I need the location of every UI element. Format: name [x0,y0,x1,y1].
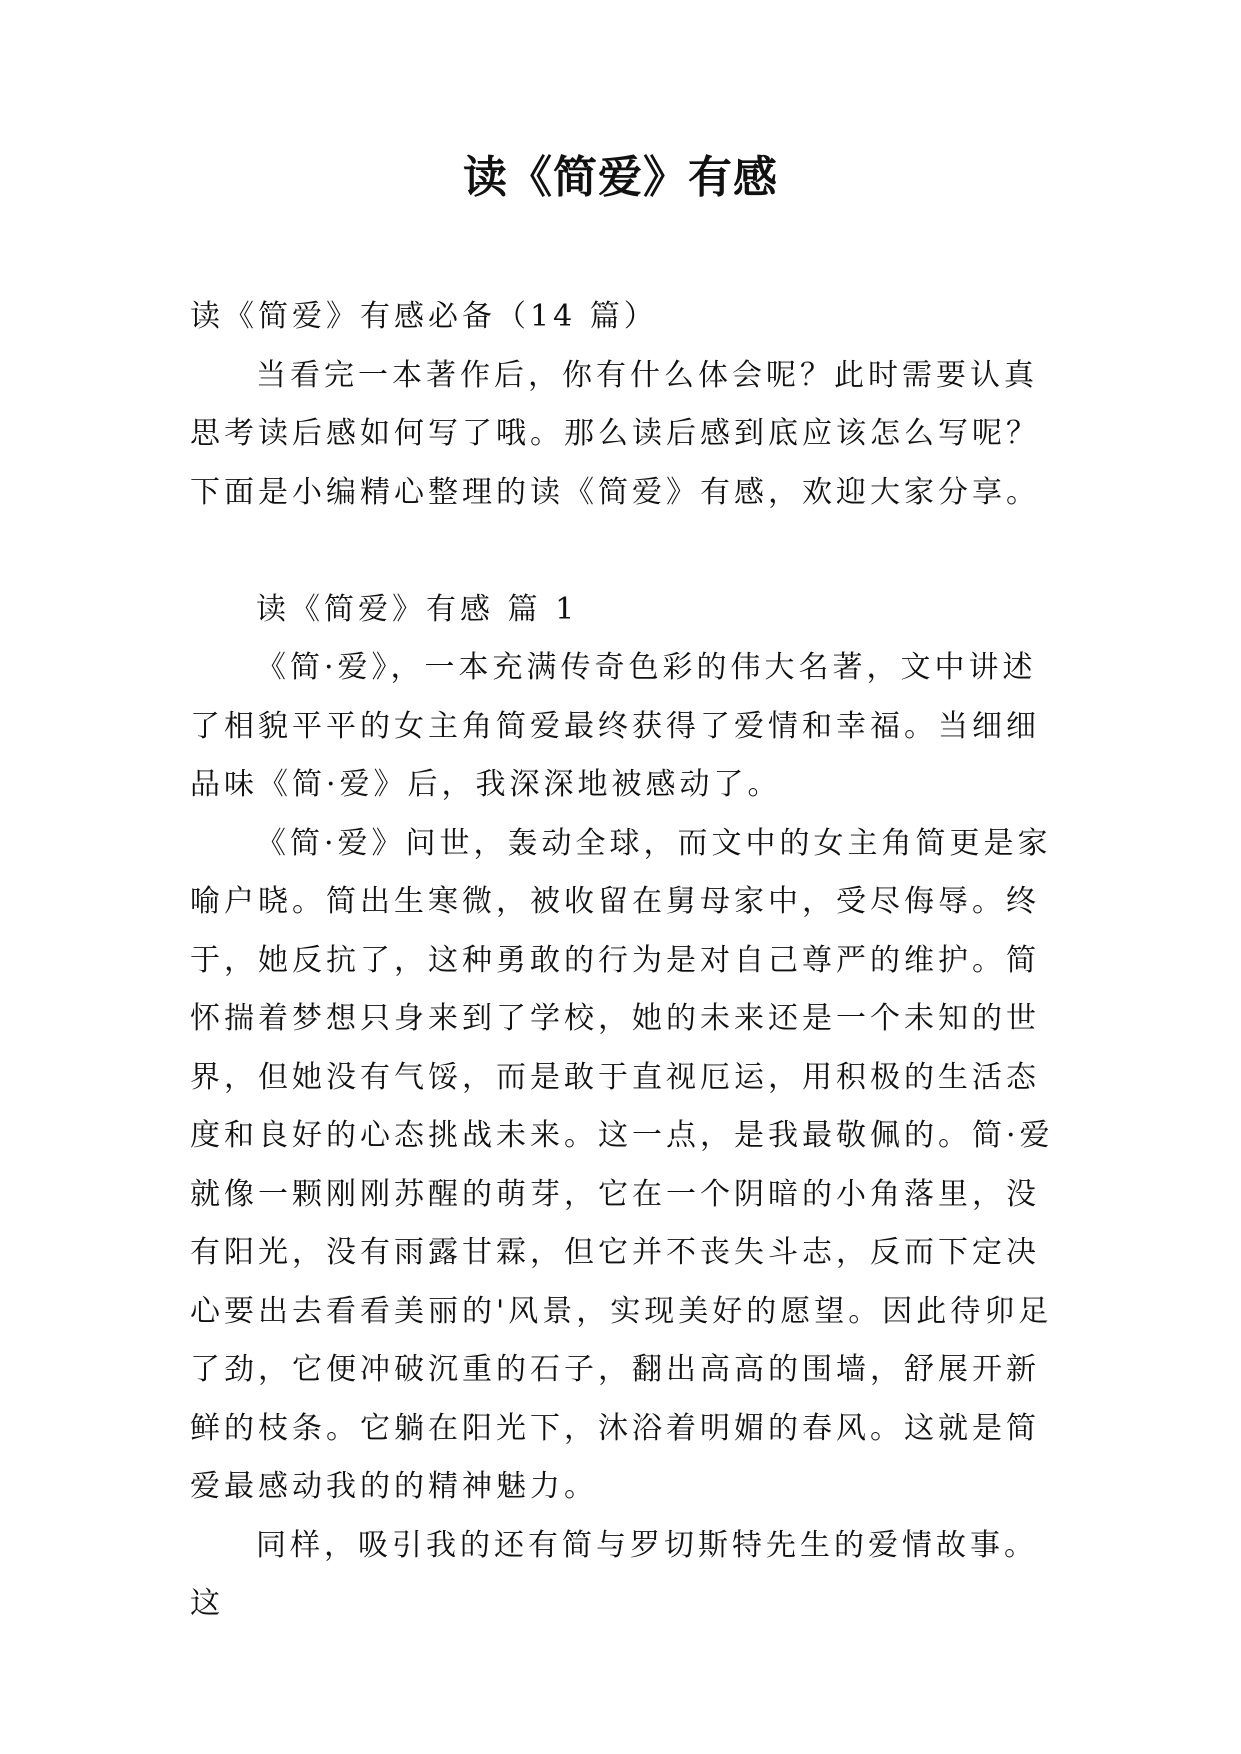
document-subtitle: 读《简爱》有感必备（14 篇） [190,299,658,334]
document-body [190,288,1058,1634]
section-heading: 读《简爱》有感 篇 1 [256,591,579,627]
body-paragraph: 同样，吸引我的还有简与罗切斯特先生的爱情故事。这 [190,1527,1038,1621]
document-title: 读《简爱》有感 [463,152,778,203]
body-paragraph: 《简·爱》问世，轰动全球，而文中的女主角简更是家喻户晓。简出生寒微，被收留在舅母家中，受尽侮辱。终于，她反抗了，这种勇敢的行为是对自己尊严的维护。简怀揣着梦想只身来到了学校，她的未来还是一个未知的世界，但她没有气馁，而是敢于直视厄运，用积极的生活态度和良好的心态挑战未来。这一点，是我最敬佩的。简·爱就像一颗刚刚苏醒的萌芽，它在一个阴暗的小角落里，没有阳光，没有雨露甘霖，但它并不丧失斗志，反而下定决心要出去看看美丽的'风景，实现美好的愿望。因此待卯足了劲，它便冲破沉重的石子，翻出高高的围墙，舒展开新鲜的枝条。它躺在阳光下，沐浴着明媚的春风。这就是简爱最感动我的的精神魅力。 [190,825,1054,1504]
body-paragraph: 《简·爱》，一本充满传奇色彩的伟大名著，文中讲述了相貌平平的女主角简爱最终获得了爱情和幸福。当细细品味《简·爱》后，我深深地被感动了。 [190,650,1040,802]
intro-paragraph: 当看完一本著作后，你有什么体会呢？此时需要认真思考读后感如何写了哦。那么读后感到底应该怎么写呢？下面是小编精心整理的读《简爱》有感，欢迎大家分享。 [190,357,1040,510]
